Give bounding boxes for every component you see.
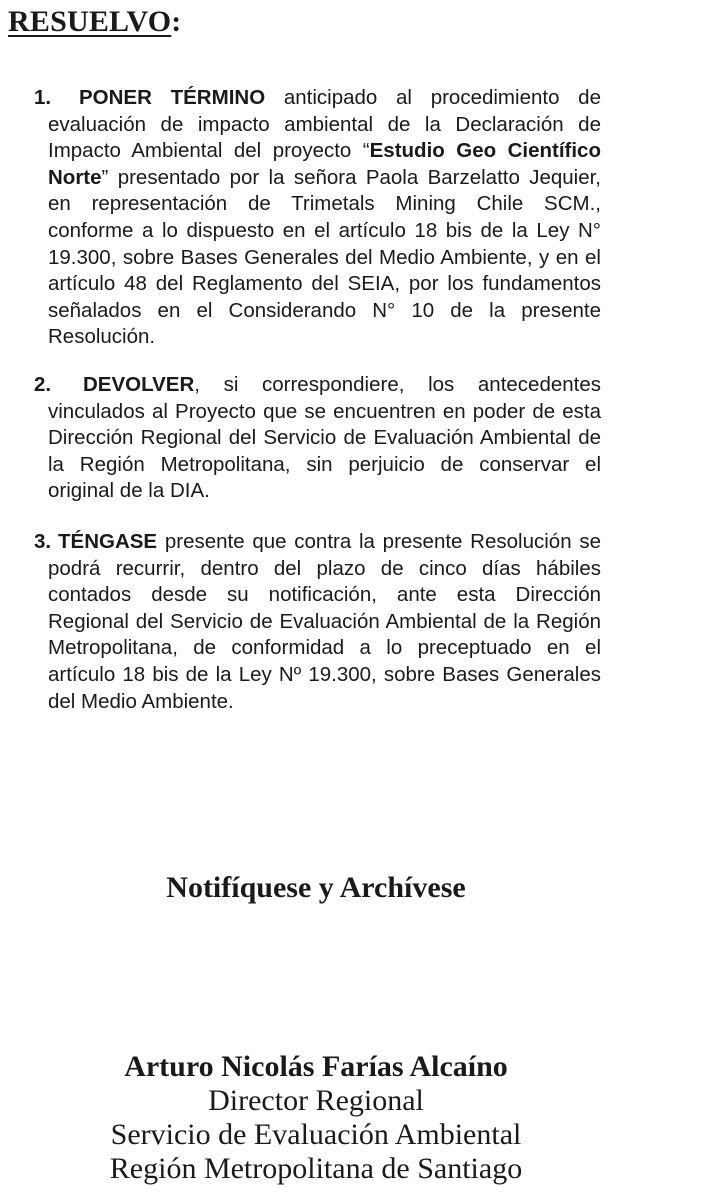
signatory-title: Director Regional <box>208 1084 424 1117</box>
resolution-item-1 <box>34 85 601 351</box>
signatory-region: Región Metropolitana de Santiago <box>109 1152 523 1185</box>
resolution-heading <box>8 2 182 42</box>
signatory-organization: Servicio de Evaluación Ambiental <box>110 1118 522 1151</box>
heading-text: RESUELVO <box>8 5 172 38</box>
project-name: Estudio Geo Científico Norte <box>48 139 601 189</box>
item-text-continued: ” presentado por la señora Paola Barzelatto Jequier, en representación de Trimetals Mining Chile SCM., conforme a lo dispuesto en el artículo 18 bis de la Ley N° 19.300, sobre Bases Generales del Medio Ambiente, y en el artículo 48 del Reglamento del SEIA, por los fundamentos señalados en el Considerando N° 10 de la presente Resolución. <box>48 165 601 349</box>
item-action: DEVOLVER <box>83 373 195 396</box>
item-number: 2. <box>34 373 52 396</box>
item-number: 3. <box>34 530 52 553</box>
item-number: 1. <box>34 86 52 109</box>
item-text: anticipado al procedimiento de evaluación de impacto ambiental de la Declaración de Impacto Ambiental del proyecto “ <box>48 86 601 163</box>
closing-formula: Notifíquese y Archívese <box>166 871 466 904</box>
resolution-item-3 <box>34 529 601 715</box>
item-text: , si correspondiere, los antecedentes vinculados al Proyecto que se encuentren en poder de esta Dirección Regional del Servicio de Evaluación Ambiental de la Región Metropolitana, sin perjuicio de conservar el original de la DIA. <box>48 373 601 503</box>
item-action: PONER TÉRMINO <box>79 86 266 109</box>
heading-colon: : <box>171 5 182 38</box>
signatory-name: Arturo Nicolás Farías Alcaíno <box>124 1050 508 1083</box>
signature-block <box>0 1050 632 1186</box>
item-text: presente que contra la presente Resolución se podrá recurrir, dentro del plazo de cinco días hábiles contados desde su notificación, ante esta Dirección Regional del Servicio de Evaluación Ambiental de la Región Metropolitana, de conformidad a lo preceptuado en el artículo 18 bis de la Ley Nº 19.300, sobre Bases Generales del Medio Ambiente. <box>48 530 601 713</box>
resolution-item-2 <box>34 372 601 505</box>
item-action: TÉNGASE <box>58 530 158 553</box>
